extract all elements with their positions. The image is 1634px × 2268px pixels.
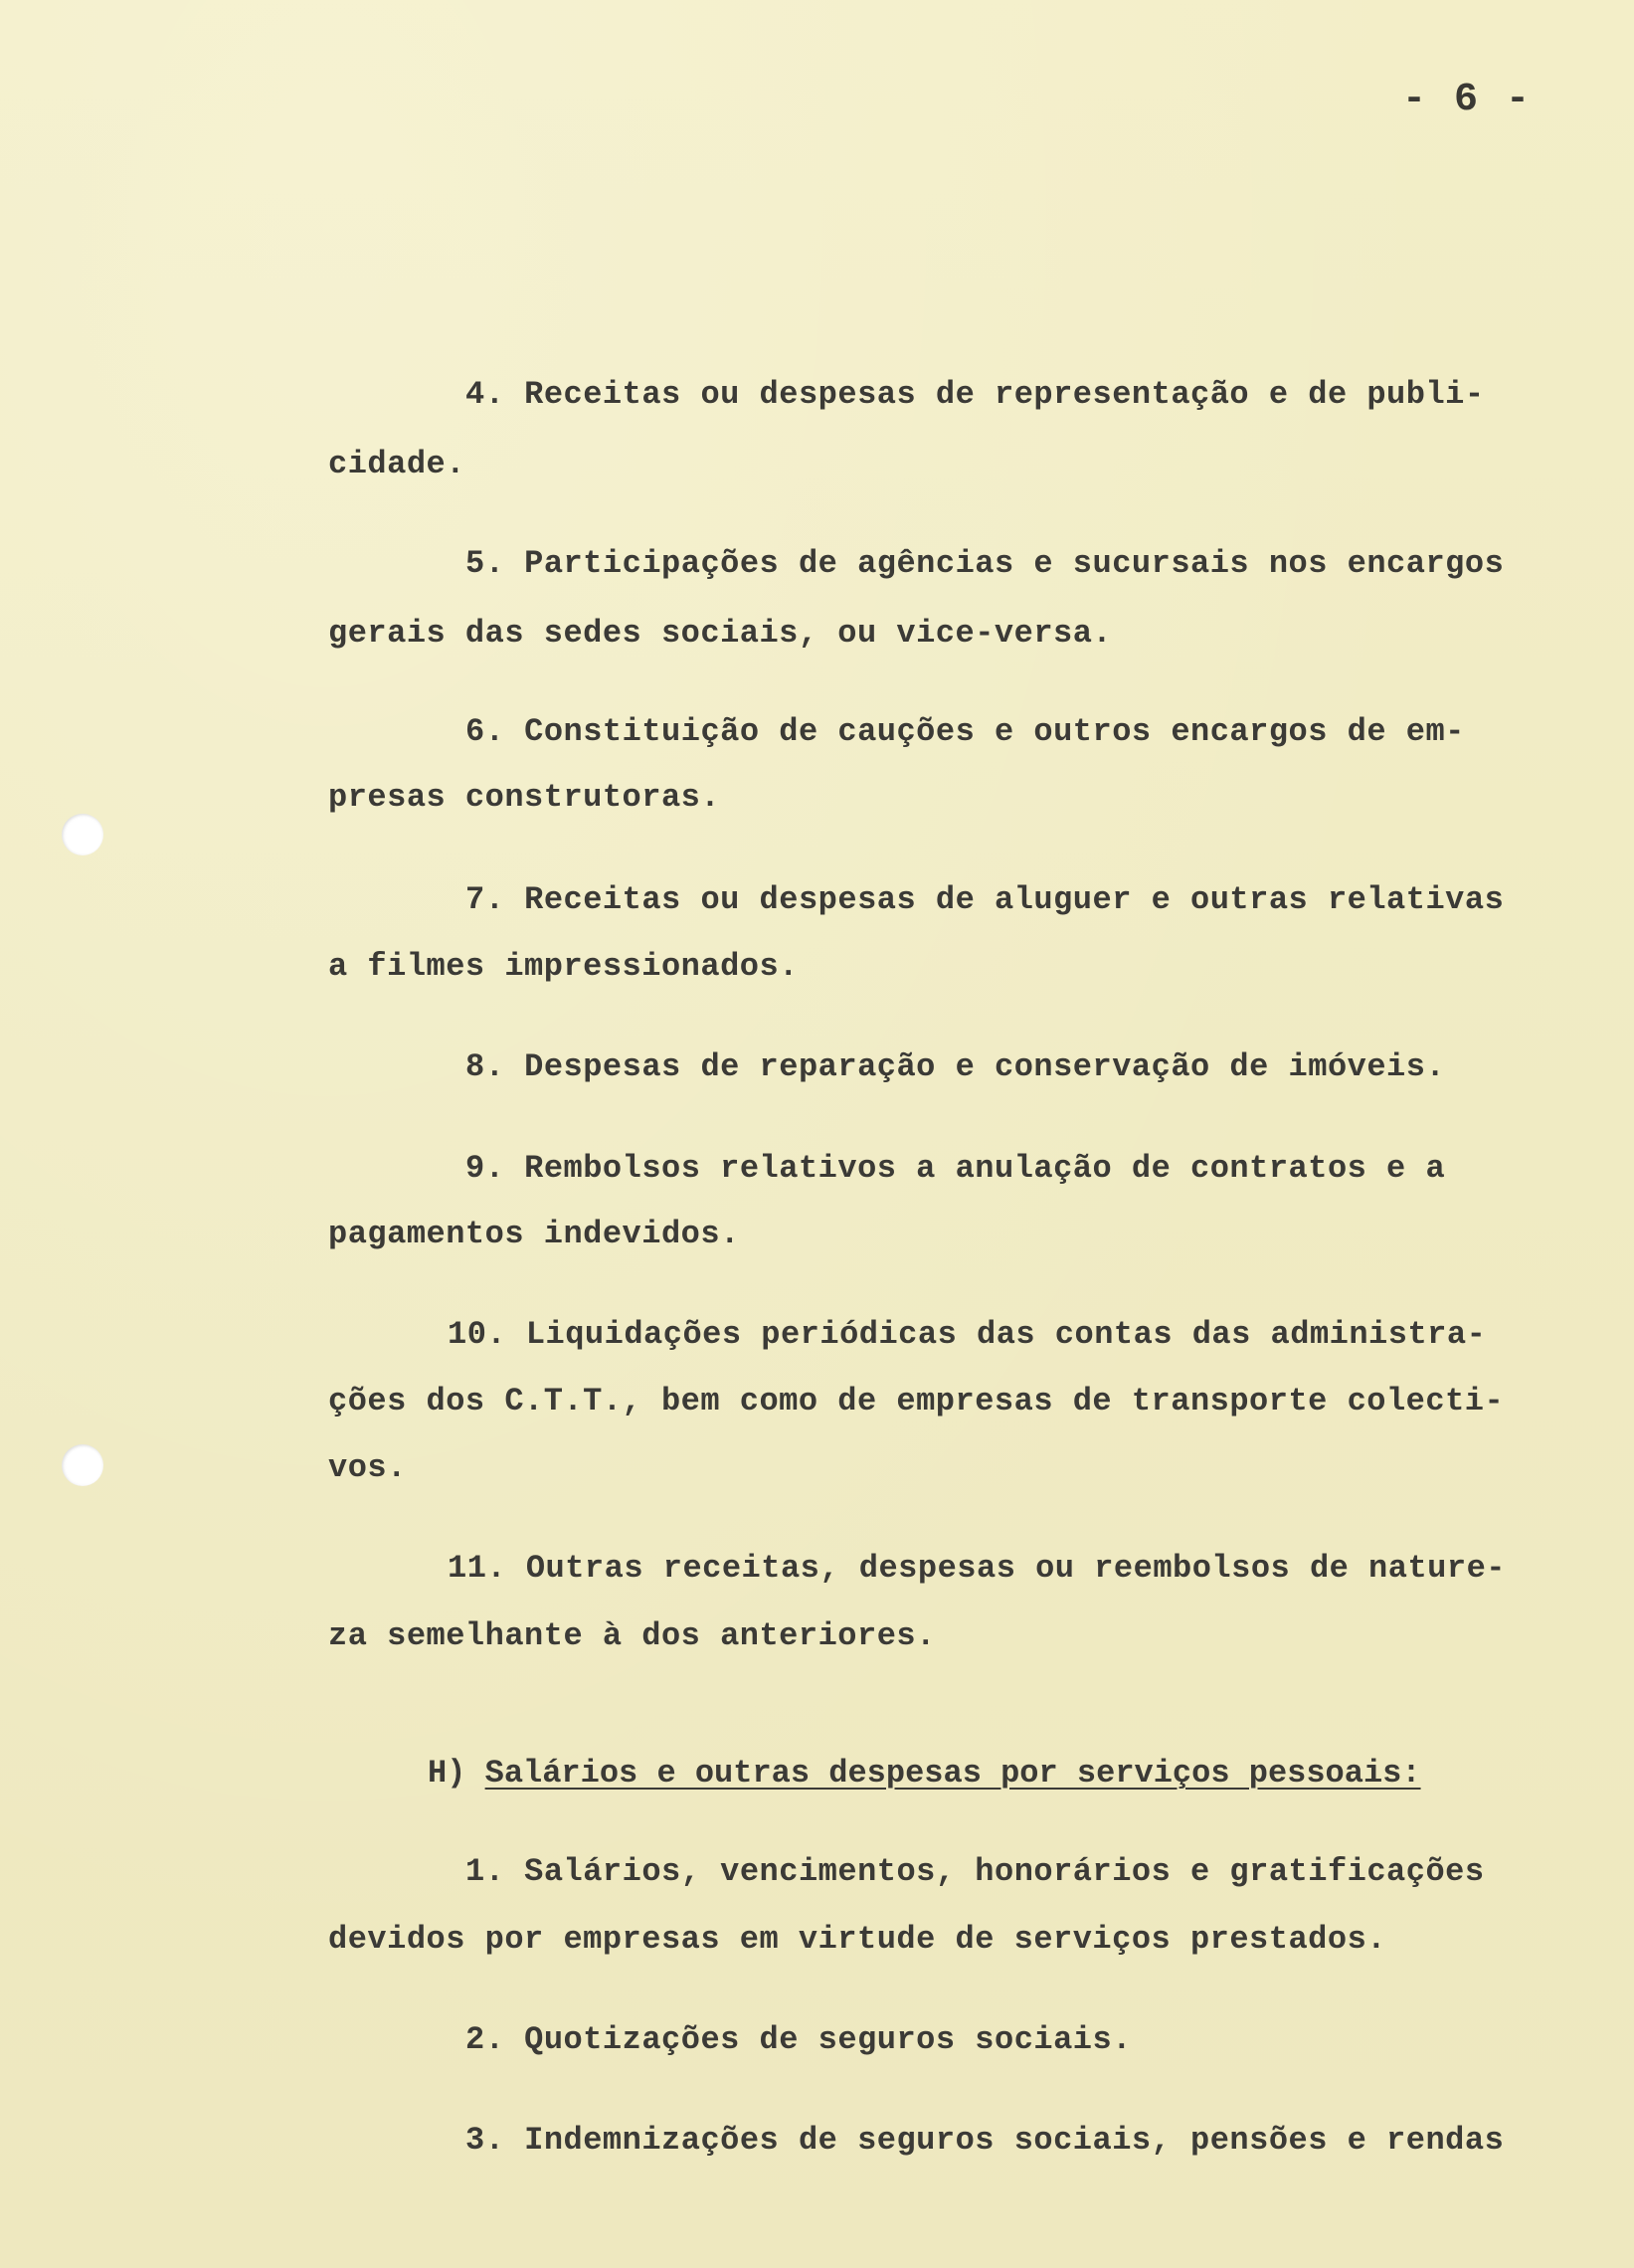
item-9-line-2: pagamentos indevidos. xyxy=(328,1216,740,1252)
h-item-2-line-1: 2. Quotizações de seguros sociais. xyxy=(465,2021,1132,2058)
item-5-line-2: gerais das sedes sociais, ou vice-versa. xyxy=(328,615,1113,652)
item-8-line-1: 8. Despesas de reparação e conservação de imóveis. xyxy=(465,1048,1446,1085)
item-4-line-2: cidade. xyxy=(328,446,465,482)
page-number: - 6 - xyxy=(1402,78,1533,122)
item-11-line-2: za semelhante à dos anteriores. xyxy=(328,1617,936,1654)
section-h-heading xyxy=(428,1754,1421,1794)
item-4-line-1: 4. Receitas ou despesas de representação e de publi- xyxy=(465,376,1485,413)
h-item-3-line-1: 3. Indemnizações de seguros sociais, pensões e rendas xyxy=(465,2122,1505,2159)
item-7-line-1: 7. Receitas ou despesas de aluguer e outras relativas xyxy=(465,881,1505,918)
section-h-label: H) xyxy=(428,1755,466,1792)
item-5-line-1: 5. Participações de agências e sucursais nos encargos xyxy=(465,545,1505,582)
section-h-title: Salários e outras despesas por serviços pessoais: xyxy=(484,1755,1421,1792)
item-11-line-1: 11. Outras receitas, despesas ou reembolsos de nature- xyxy=(448,1550,1506,1587)
item-10-line-2: ções dos C.T.T., bem como de empresas de transporte colecti- xyxy=(328,1383,1505,1419)
punch-hole xyxy=(62,1444,103,1486)
item-6-line-2: presas construtoras. xyxy=(328,779,721,816)
item-9-line-1: 9. Rembolsos relativos a anulação de contratos e a xyxy=(465,1150,1446,1187)
item-7-line-2: a filmes impressionados. xyxy=(328,948,799,985)
h-item-1-line-2: devidos por empresas em virtude de serviços prestados. xyxy=(328,1921,1386,1958)
item-10-line-3: vos. xyxy=(328,1449,407,1486)
item-6-line-1: 6. Constituição de cauções e outros encargos de em- xyxy=(465,713,1465,750)
punch-hole xyxy=(62,814,103,855)
item-10-line-1: 10. Liquidações periódicas das contas das administra- xyxy=(448,1316,1487,1353)
h-item-1-line-1: 1. Salários, vencimentos, honorários e gratificações xyxy=(465,1853,1485,1890)
